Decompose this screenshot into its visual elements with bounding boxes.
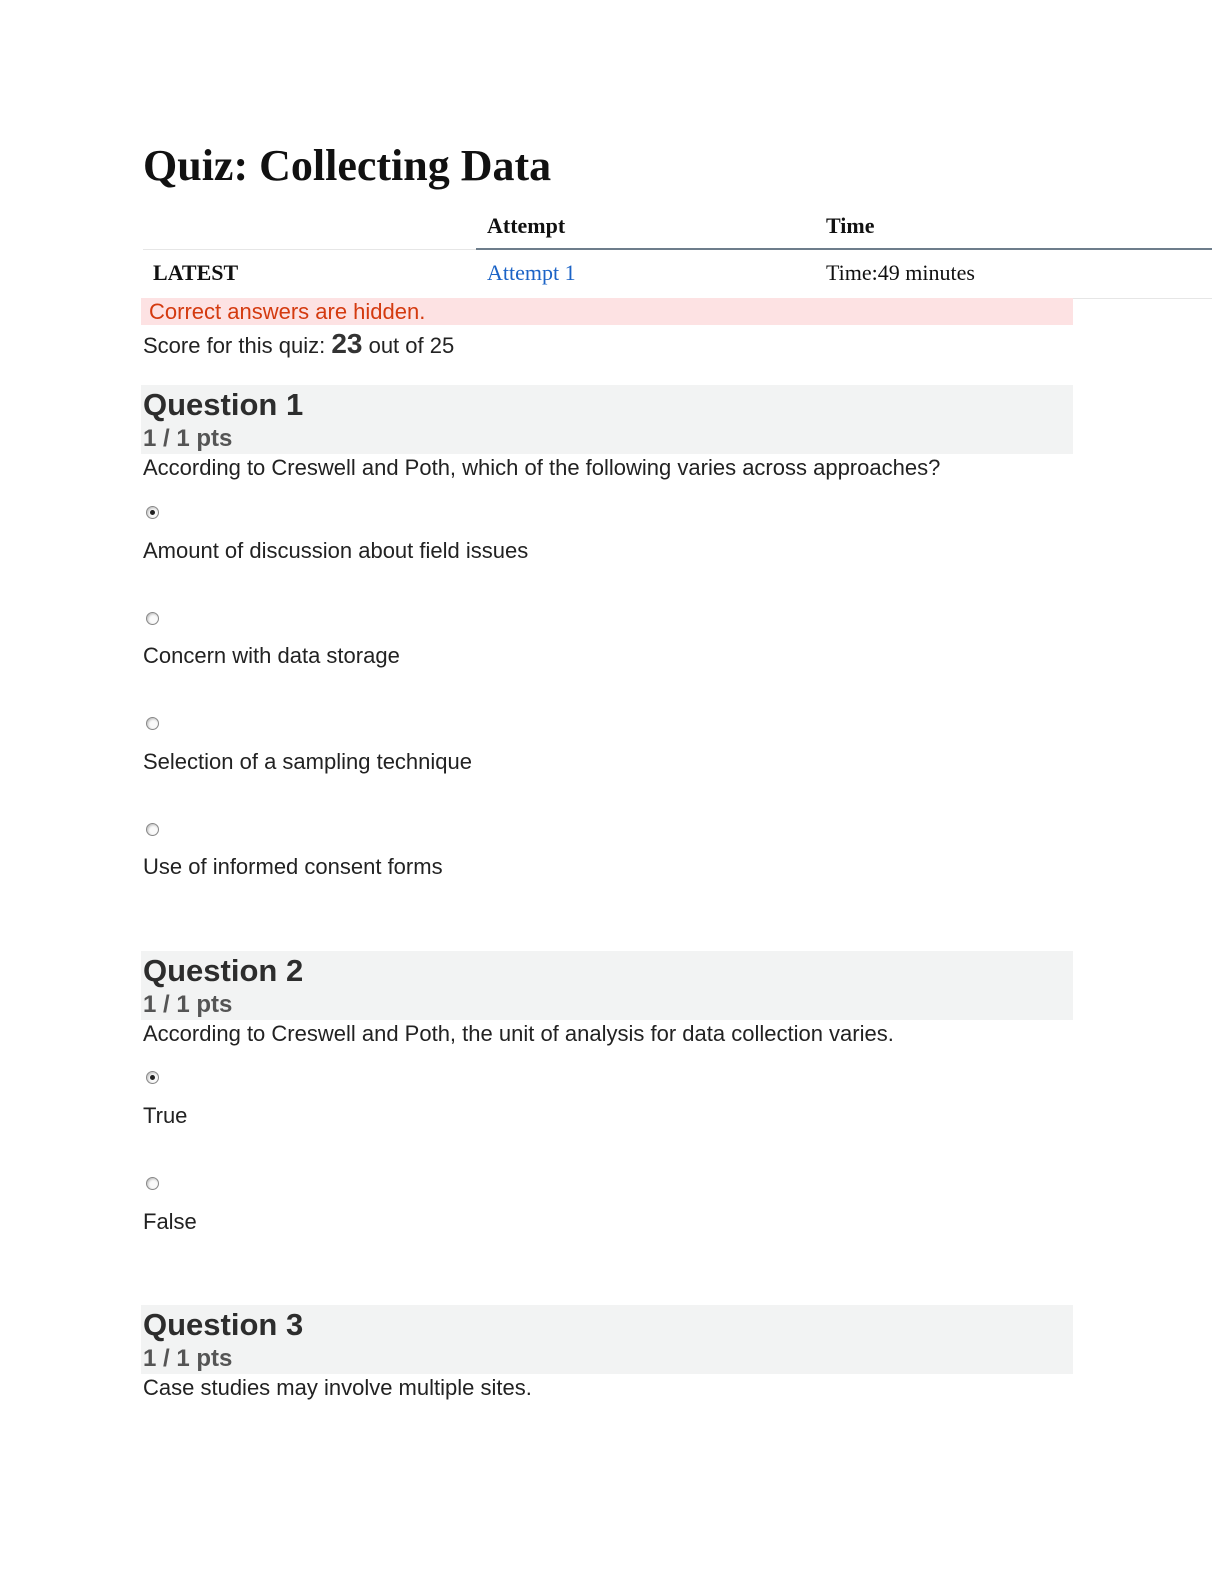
table-row xyxy=(143,250,1212,299)
question-points: 1 / 1 pts xyxy=(143,425,233,452)
option-radio[interactable] xyxy=(146,612,159,625)
question-2-header xyxy=(141,951,1073,1020)
question-points: 1 / 1 pts xyxy=(143,1345,233,1372)
question-1-header xyxy=(141,385,1073,454)
page-title: Quiz: Collecting Data xyxy=(143,141,552,190)
score-value: 23 xyxy=(331,328,363,359)
header-attempt: Attempt xyxy=(487,213,566,238)
question-title: Question 3 xyxy=(143,1307,304,1342)
question-1-text: According to Creswell and Poth, which of the following varies across approaches? xyxy=(143,455,941,480)
attempt-time: Time:49 minutes xyxy=(826,260,975,285)
question-title: Question 2 xyxy=(143,953,304,988)
question-3-text: Case studies may involve multiple sites. xyxy=(143,1375,532,1400)
option-label[interactable]: Selection of a sampling technique xyxy=(143,749,472,774)
score-prefix: Score for this quiz: xyxy=(143,333,332,358)
option-radio-selected[interactable] xyxy=(146,1071,159,1084)
latest-label: LATEST xyxy=(153,260,239,285)
attempt-link[interactable]: Attempt 1 xyxy=(487,260,576,285)
option-label[interactable]: False xyxy=(143,1209,197,1234)
question-points: 1 / 1 pts xyxy=(143,991,233,1018)
option-label[interactable]: Amount of discussion about field issues xyxy=(143,538,529,563)
question-title: Question 1 xyxy=(143,387,304,422)
attempt-table-header xyxy=(143,205,1212,250)
answers-hidden-notice xyxy=(141,298,1073,325)
option-radio-selected[interactable] xyxy=(146,506,159,519)
option-label[interactable]: Concern with data storage xyxy=(143,643,400,668)
option-radio[interactable] xyxy=(146,1177,159,1190)
question-2-text: According to Creswell and Poth, the unit of analysis for data collection varies. xyxy=(143,1021,894,1046)
attempt-history-table xyxy=(143,205,1212,299)
option-label[interactable]: True xyxy=(143,1103,188,1128)
option-label[interactable]: Use of informed consent forms xyxy=(143,854,443,879)
score-suffix: out of 25 xyxy=(362,333,455,358)
quiz-score xyxy=(143,328,454,360)
option-radio[interactable] xyxy=(146,823,159,836)
question-3-header xyxy=(141,1305,1073,1374)
header-time: Time xyxy=(826,213,875,238)
option-radio[interactable] xyxy=(146,717,159,730)
notice-text: Correct answers are hidden. xyxy=(149,299,426,324)
